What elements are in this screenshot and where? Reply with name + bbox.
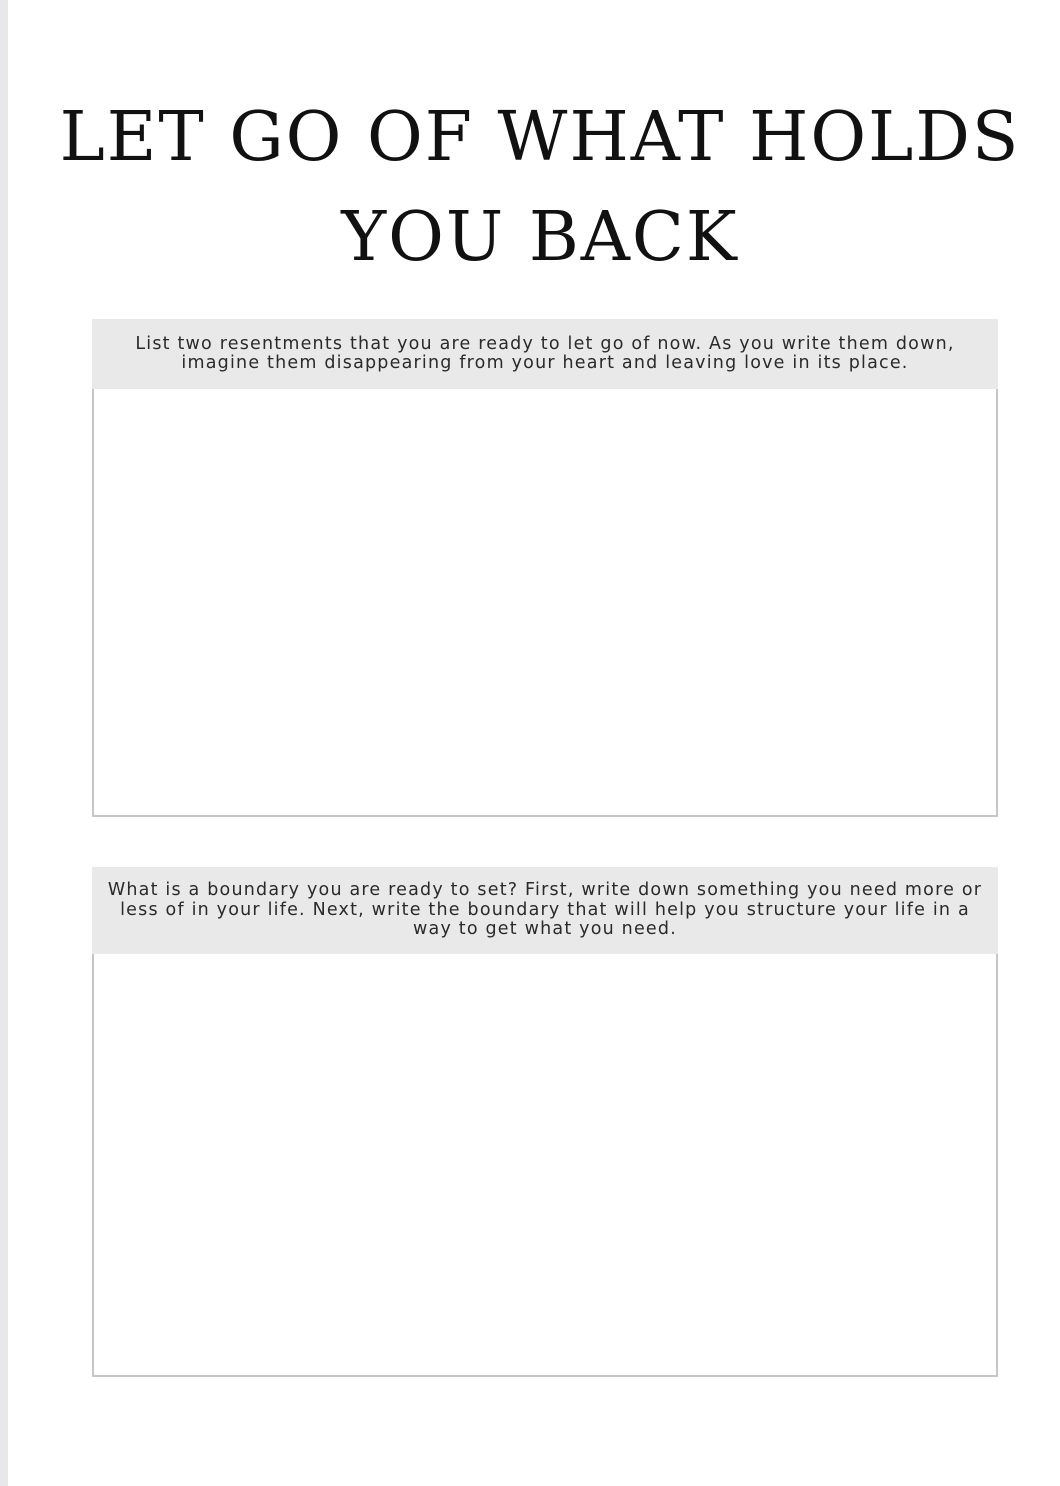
page-title [20,88,1060,288]
page-edge-strip [0,0,8,1486]
boundary-answer-area[interactable] [92,954,998,1377]
resentments-prompt-text: List two resentments that you are ready to let go of now. As you write them down, imagine them disappearing from your heart and leaving love in its place. [135,333,955,373]
boundary-section [92,867,998,1377]
title-line-1: LET GO OF WHAT HOLDS [59,98,1021,177]
resentments-answer-area[interactable] [92,389,998,817]
title-line-2: YOU BACK [341,198,739,277]
resentments-section [92,319,998,817]
boundary-prompt-text: What is a boundary you are ready to set? First, write down something you need more or less of in your life. Next, write the boundary that will help you structure your life in a way to get what you need. [107,880,983,940]
resentments-prompt-box [92,319,998,389]
boundary-prompt-box [92,867,998,954]
